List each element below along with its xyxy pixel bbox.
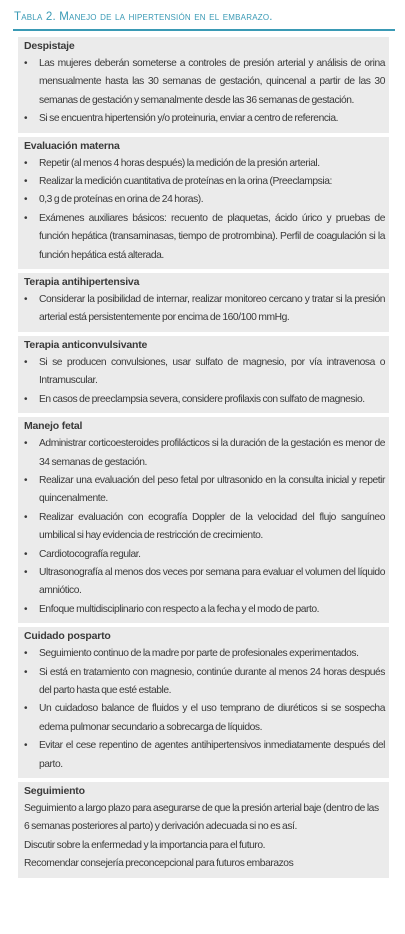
section-evaluacion-materna	[18, 137, 389, 269]
list-item: • Ultrasonografía al menos dos veces por semana para evaluar el volumen del líquido amniótico.	[24, 564, 385, 601]
section-title: Terapia anticonvulsivante	[24, 338, 148, 351]
section-title: Terapia antihipertensiva	[24, 276, 140, 289]
list-item: • En casos de preeclampsia severa, considere profilaxis con sulfato de magnesio.	[24, 391, 385, 409]
table-title: Tabla 2. Manejo de la hipertensión en el embarazo.	[14, 11, 273, 23]
section-despistaje	[18, 37, 389, 133]
section-title: Manejo fetal	[24, 420, 83, 433]
section-title: Evaluación materna	[24, 139, 120, 152]
list-item: • Las mujeres deberán someterse a controles de presión arterial y análisis de orina mensualmente hasta las 30 semanas de gestación, quincenal a partir de las 30 semanas de gestación y semanalmente desde las 36 semanas de gestación.	[24, 55, 385, 110]
list-item: • Si se encuentra hipertensión y/o proteinuria, enviar a centro de referencia.	[24, 110, 385, 128]
list-item: • Evitar el cese repentino de agentes antihipertensivos inmediatamente después del parto.	[24, 737, 385, 774]
list-item: • Un cuidadoso balance de fluidos y el uso temprano de diuréticos si se sospecha edema pulmonar secundario a sobrecarga de líquidos.	[24, 700, 385, 737]
follow-up-line: Recomendar consejería preconcepcional para futuros embarazos	[24, 858, 294, 870]
follow-up-line: Seguimiento a largo plazo para asegurarse de que la presión arterial baje (dentro de las 6 semanas posteriores al parto) y derivación adecuada si no es así.	[24, 803, 379, 833]
list-item: • Exámenes auxiliares básicos: recuento de plaquetas, ácido úrico y pruebas de función hepática (transaminasas, tiempo de protrombina). Perfil de coagulación si la función hepática está alterada.	[24, 210, 385, 265]
section-terapia-anticonvulsivante	[18, 336, 389, 413]
bullet-list	[24, 291, 385, 328]
follow-up-line: Discutir sobre la enfermedad y la importancia para el futuro.	[24, 839, 266, 851]
list-item: • Si está en tratamiento con magnesio, continúe durante al menos 24 horas después del parto hasta que esté estable.	[24, 664, 385, 701]
list-item: • Administrar corticoesteroides profilácticos si la duración de la gestación es menor de 34 semanas de gestación.	[24, 435, 385, 472]
list-item: • 0,3 g de proteínas en orina de 24 horas).	[24, 191, 385, 209]
list-item: • Realizar la medición cuantitativa de proteínas en la orina (Preeclampsia:	[24, 173, 385, 191]
section-seguimiento	[18, 782, 389, 878]
section-title: Despistaje	[24, 40, 75, 52]
list-item: • Realizar evaluación con ecografía Doppler de la velocidad del flujo sanguíneo umbilical si hay evidencia de restricción de crecimiento.	[24, 509, 385, 546]
list-item: • Cardiotocografía regular.	[24, 546, 385, 564]
section-cuidado-posparto	[18, 627, 389, 778]
list-item: • Considerar la posibilidad de internar, realizar monitoreo cercano y tratar si la presión arterial está persistentemente por encima de 160/100 mmHg.	[24, 291, 385, 328]
list-item: • Enfoque multidisciplinario con respecto a la fecha y el modo de parto.	[24, 601, 385, 619]
section-manejo-fetal	[18, 417, 389, 623]
bullet-list	[24, 55, 385, 129]
section-title: Seguimiento	[24, 785, 85, 797]
bullet-list	[24, 645, 385, 774]
bullet-list	[24, 155, 385, 265]
list-item: • Si se producen convulsiones, usar sulfato de magnesio, por vía intravenosa o Intramuscular.	[24, 354, 385, 391]
section-terapia-antihipertensiva	[18, 273, 389, 332]
list-item: • Realizar una evaluación del peso fetal por ultrasonido en la consulta inicial y repetir quincenalmente.	[24, 472, 385, 509]
bullet-list	[24, 354, 385, 409]
list-item: • Seguimiento continuo de la madre por parte de profesionales experimentados.	[24, 645, 385, 663]
list-item: • Repetir (al menos 4 horas después) la medición de la presión arterial.	[24, 155, 385, 173]
title-rule	[13, 29, 395, 31]
bullet-list	[24, 435, 385, 619]
section-title: Cuidado posparto	[24, 630, 111, 643]
